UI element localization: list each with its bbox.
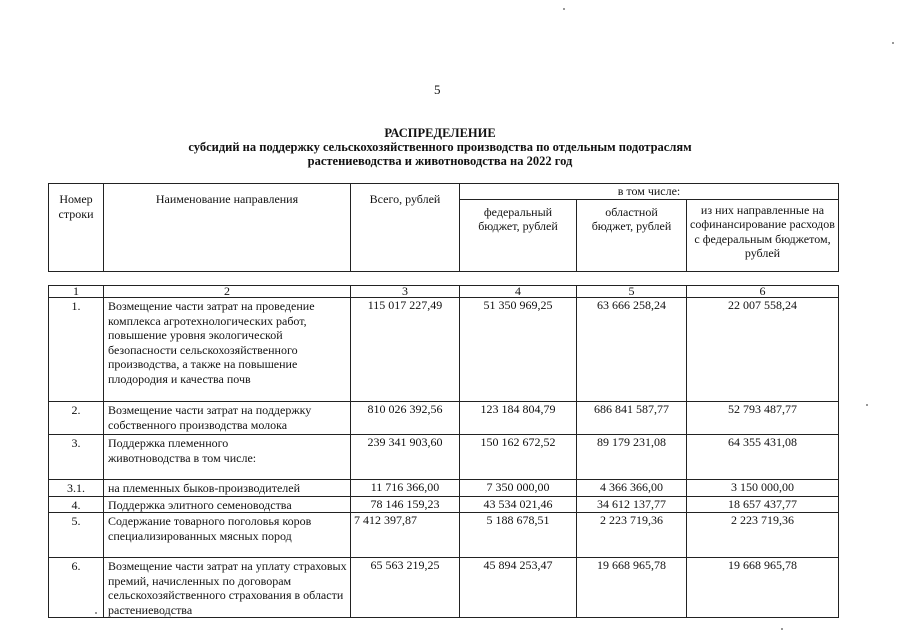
row-cofinanced: 19 668 965,78 — [687, 558, 839, 618]
row-number: 5. — [49, 513, 104, 558]
row-cofinanced: 52 793 487,77 — [687, 402, 839, 435]
data-table — [48, 285, 839, 618]
header-total: Всего, рублей — [351, 184, 460, 272]
row-total: 7 412 397,87 — [351, 513, 460, 558]
row-cofinanced: 3 150 000,00 — [687, 480, 839, 497]
row-total: 78 146 159,23 — [351, 496, 460, 513]
row-cofinanced: 64 355 431,08 — [687, 435, 839, 480]
row-name: Возмещение части затрат на поддержку собственного производства молока — [104, 402, 351, 435]
table-row — [49, 298, 839, 402]
row-number: 3.1. — [49, 480, 104, 497]
header-direction-name: Наименование направления — [104, 184, 351, 272]
title-line-2: субсидий на поддержку сельскохозяйственного производства по отдельным подотраслям — [188, 140, 692, 154]
row-cofinanced: 2 223 719,36 — [687, 513, 839, 558]
row-regional: 4 366 366,00 — [577, 480, 687, 497]
scan-speck — [892, 42, 894, 44]
row-name: Содержание товарного поголовья коров специализированных мясных пород — [104, 513, 351, 558]
table-row — [49, 513, 839, 558]
row-number: 2. — [49, 402, 104, 435]
row-federal: 123 184 804,79 — [460, 402, 577, 435]
row-regional: 34 612 137,77 — [577, 496, 687, 513]
table-row — [49, 558, 839, 618]
header-regional: областной бюджет, рублей — [577, 199, 687, 271]
column-number: 1 — [49, 286, 104, 298]
header-including: в том числе: — [460, 184, 839, 200]
row-number: 1. — [49, 298, 104, 402]
scan-speck — [781, 628, 783, 630]
row-cofinanced: 18 657 437,77 — [687, 496, 839, 513]
row-federal: 45 894 253,47 — [460, 558, 577, 618]
table-row — [49, 496, 839, 513]
table-row — [49, 402, 839, 435]
row-name: Поддержка элитного семеноводства — [104, 496, 351, 513]
title-line-3: растениеводства и животноводства на 2022 год — [307, 154, 573, 168]
row-regional: 19 668 965,78 — [577, 558, 687, 618]
row-federal: 5 188 678,51 — [460, 513, 577, 558]
header-federal: федеральный бюджет, рублей — [460, 199, 577, 271]
row-federal: 150 162 672,52 — [460, 435, 577, 480]
column-number-row — [49, 286, 839, 298]
row-regional: 63 666 258,24 — [577, 298, 687, 402]
document-title — [140, 126, 740, 168]
column-number: 6 — [687, 286, 839, 298]
row-cofinanced: 22 007 558,24 — [687, 298, 839, 402]
column-number: 5 — [577, 286, 687, 298]
header-row-number: Номер строки — [49, 184, 104, 272]
row-regional: 686 841 587,77 — [577, 402, 687, 435]
column-number: 3 — [351, 286, 460, 298]
column-number: 4 — [460, 286, 577, 298]
row-number: 3. — [49, 435, 104, 480]
table-row — [49, 480, 839, 497]
row-total: 115 017 227,49 — [351, 298, 460, 402]
page-number: 5 — [434, 82, 441, 97]
scan-speck — [866, 404, 868, 406]
row-regional: 2 223 719,36 — [577, 513, 687, 558]
header-table — [48, 183, 839, 272]
scan-speck — [563, 8, 565, 10]
row-total: 810 026 392,56 — [351, 402, 460, 435]
row-regional: 89 179 231,08 — [577, 435, 687, 480]
row-total: 239 341 903,60 — [351, 435, 460, 480]
row-total: 11 716 366,00 — [351, 480, 460, 497]
row-federal: 7 350 000,00 — [460, 480, 577, 497]
header-cofinanced: из них направленные на софинансирование расходов с федеральным бюджетом, рублей — [687, 199, 839, 271]
column-number: 2 — [104, 286, 351, 298]
row-number: 4. — [49, 496, 104, 513]
row-name: Возмещение части затрат на проведение комплекса агротехнологических работ, повышение уровня экологической безопасности сельскохозяйственного производства, а также на повышение плодородия и качества почв — [104, 298, 351, 402]
row-federal: 43 534 021,46 — [460, 496, 577, 513]
row-name: Возмещение части затрат на уплату страховых премий, начисленных по договорам сельскохозяйственного страхования в области растениеводства — [104, 558, 351, 618]
scan-speck — [95, 612, 97, 614]
row-name: на племенных быков-производителей — [104, 480, 351, 497]
row-federal: 51 350 969,25 — [460, 298, 577, 402]
row-total: 65 563 219,25 — [351, 558, 460, 618]
table-row — [49, 435, 839, 480]
row-name: Поддержка племенного животноводства в том числе: — [104, 435, 351, 480]
row-number: 6. — [49, 558, 104, 618]
title-line-1: РАСПРЕДЕЛЕНИЕ — [384, 126, 496, 140]
